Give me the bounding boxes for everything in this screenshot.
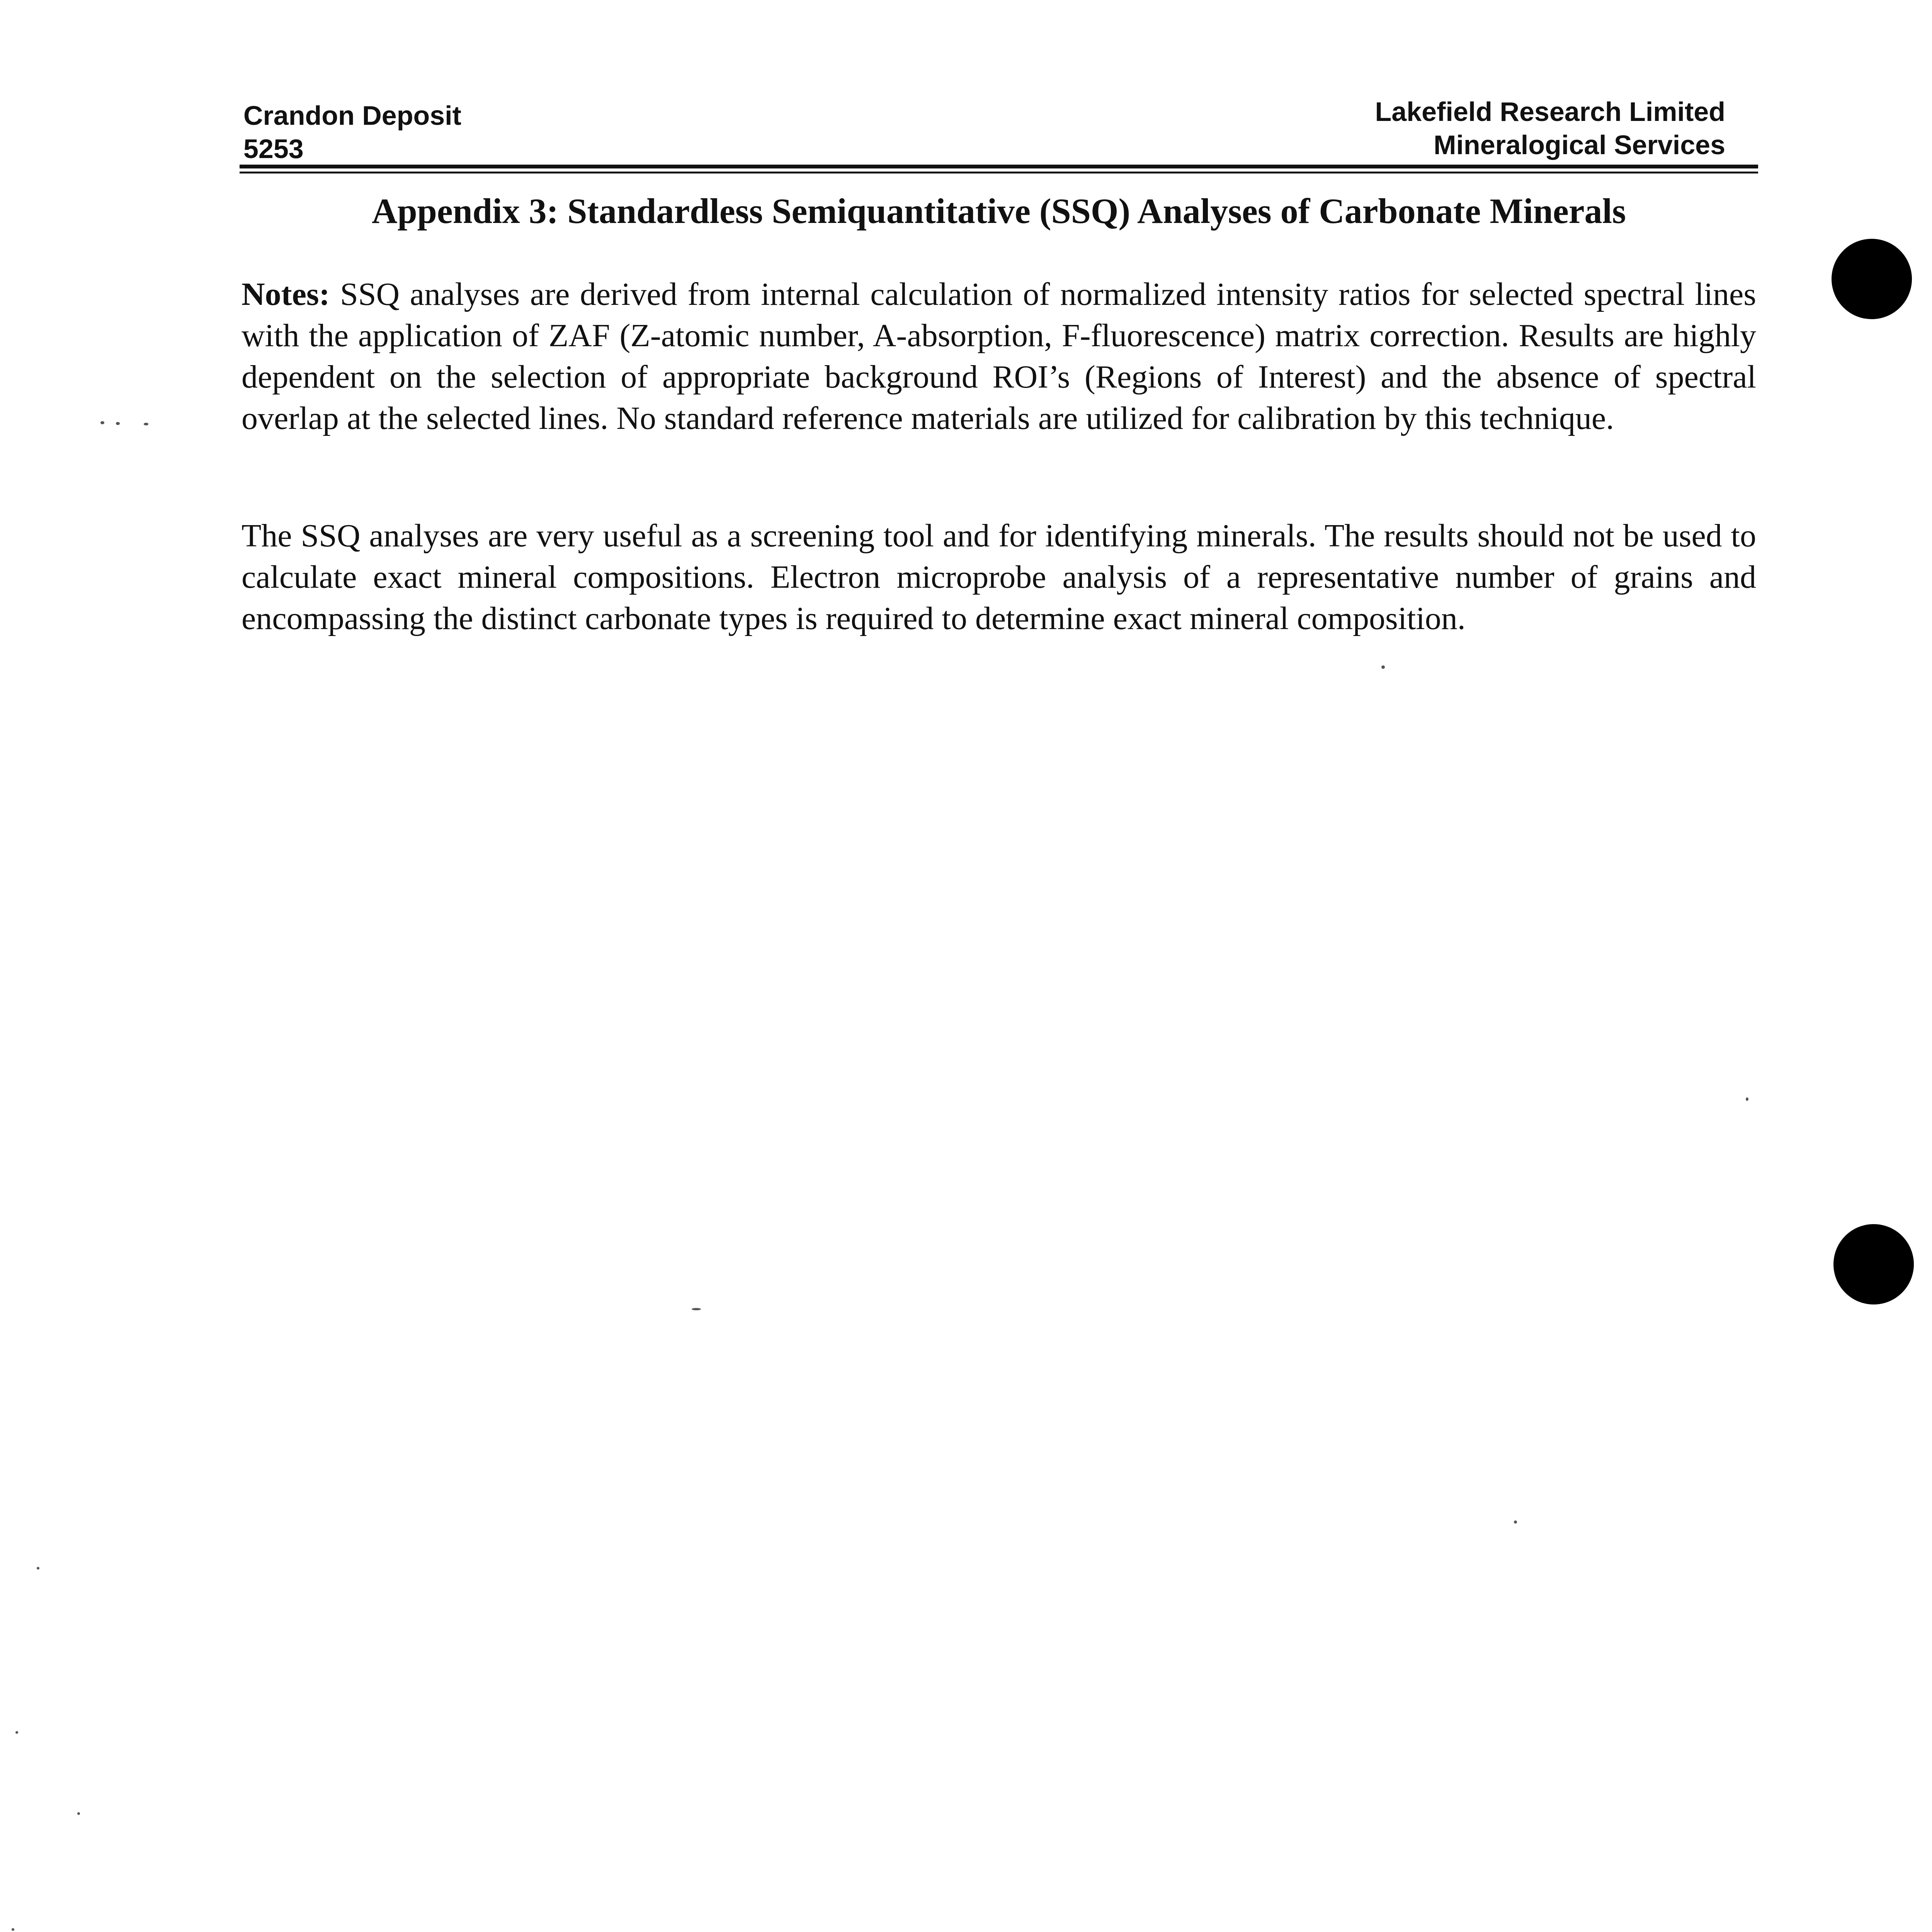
punch-hole-top: [1832, 239, 1912, 319]
scan-speck: [100, 421, 104, 424]
scan-speck: [12, 1928, 14, 1931]
header-project-number: 5253: [243, 134, 304, 164]
notes-text: SSQ analyses are derived from internal calculation of normalized intensity ratios for selected spectral lines with the application of ZAF (Z-atomic number, A-absorption, F-fluorescence) matrix correction. Results are highly dependent on the selection of appropriate background ROI’s (Regions of Interest) and the absence of spectral overlap at the selected lines. No standard reference materials are utilized for calibration by this technique.: [242, 276, 1756, 436]
scan-speck: [1381, 665, 1385, 669]
header-company-name: Lakefield Research Limited: [1375, 97, 1725, 127]
notes-paragraph: [242, 274, 1756, 439]
notes-label: Notes:: [242, 276, 330, 312]
scan-speck: [144, 423, 148, 425]
scan-speck: [77, 1812, 80, 1815]
scan-speck: [37, 1567, 39, 1570]
scan-speck: [15, 1731, 18, 1734]
scan-speck: [692, 1308, 701, 1310]
header-left: [243, 99, 461, 165]
header-rule-thin: [240, 172, 1758, 173]
header-rule-thick: [240, 165, 1758, 168]
scan-speck: [1746, 1097, 1748, 1101]
usage-paragraph: The SSQ analyses are very useful as a screening tool and for identifying minerals. The results should not be used to calculate exact mineral compositions. Electron microprobe analysis of a representative number of grains and encompassing the distinct carbonate types is required to determine exact mineral composition.: [242, 518, 1756, 636]
punch-hole-middle: [1833, 1224, 1914, 1304]
header-right: [1375, 95, 1725, 162]
header-department: Mineralogical Services: [1434, 130, 1725, 160]
scan-speck: [116, 422, 120, 425]
header-project-name: Crandon Deposit: [243, 100, 461, 131]
scan-speck: [1514, 1520, 1517, 1524]
appendix-title: Appendix 3: Standardless Semiquantitative (SSQ) Analyses of Carbonate Minerals: [372, 191, 1626, 231]
